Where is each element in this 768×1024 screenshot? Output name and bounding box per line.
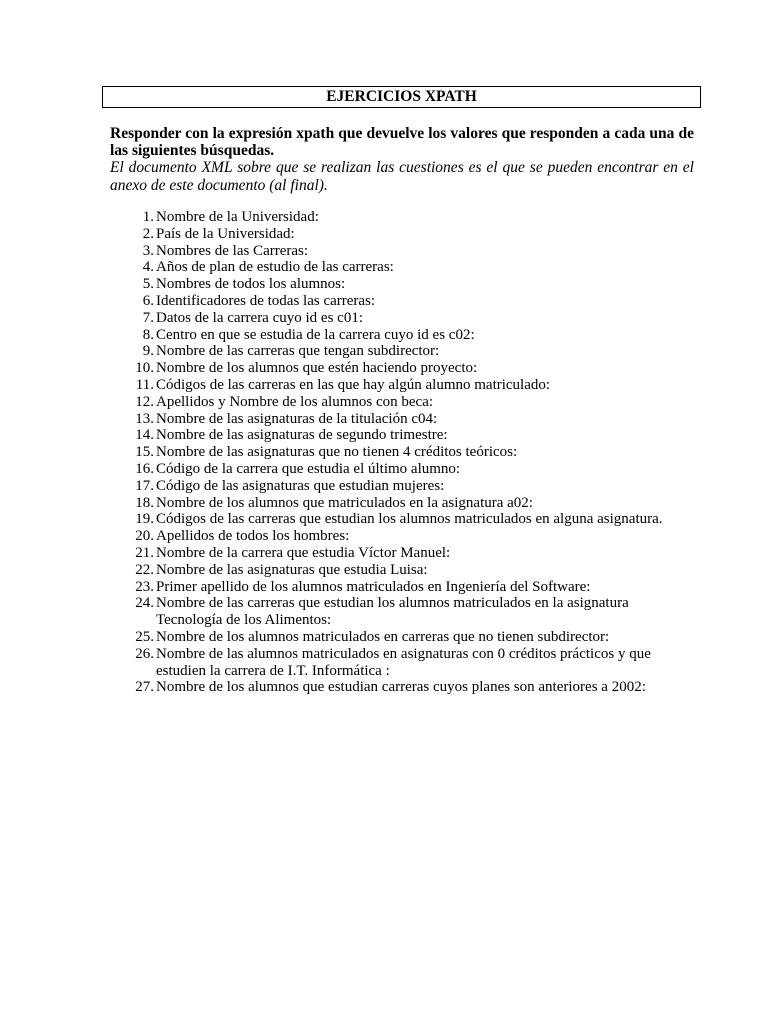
question-item xyxy=(110,276,694,293)
question-item xyxy=(110,528,694,545)
question-number: 4. xyxy=(142,259,154,276)
intro-note: El documento XML sobre que se realizan las cuestiones es el que se pueden encontrar en el anexo de este documento (al final). xyxy=(110,159,694,194)
question-text: Nombre de las carreras que estudian los alumnos matriculados en la asignatura Tecnología de los Alimentos: xyxy=(156,595,629,629)
question-number: 6. xyxy=(142,292,154,309)
question-text: Identificadores de todas las carreras: xyxy=(156,292,376,309)
question-item xyxy=(110,427,694,444)
question-number: 25. xyxy=(135,628,154,645)
question-text: Nombres de todos los alumnos: xyxy=(156,276,346,293)
question-text: Datos de la carrera cuyo id es c01: xyxy=(156,309,363,326)
question-item xyxy=(110,243,694,260)
question-number: 26. xyxy=(135,645,154,662)
question-number: 16. xyxy=(135,460,154,477)
question-text: Nombre de los alumnos que estén haciendo proyecto: xyxy=(156,360,478,377)
question-list xyxy=(110,209,694,696)
question-text: Nombre de los alumnos que estudian carreras cuyos planes son anteriores a 2002: xyxy=(156,679,646,696)
question-item xyxy=(110,444,694,461)
question-number: 2. xyxy=(142,225,154,242)
question-number: 8. xyxy=(142,326,154,343)
question-item xyxy=(110,377,694,394)
question-number: 1. xyxy=(142,209,154,225)
question-item xyxy=(110,360,694,377)
question-text: Nombre de las carreras que tengan subdirector: xyxy=(156,343,440,360)
question-text: Apellidos y Nombre de los alumnos con beca: xyxy=(156,393,434,410)
intro-instruction: Responder con la expresión xpath que devuelve los valores que responden a cada una de las siguientes búsquedas. xyxy=(110,125,694,160)
question-item xyxy=(110,646,694,680)
question-number: 21. xyxy=(135,544,154,561)
question-number: 12. xyxy=(135,393,154,410)
question-text: Nombre de la Universidad: xyxy=(156,209,319,225)
question-number: 15. xyxy=(135,444,154,461)
question-item xyxy=(110,394,694,411)
question-number: 27. xyxy=(135,679,154,696)
question-item xyxy=(110,293,694,310)
question-item xyxy=(110,495,694,512)
question-item xyxy=(110,209,694,226)
document-title: EJERCICIOS XPATH xyxy=(102,86,701,108)
question-item xyxy=(110,511,694,528)
intro-paragraph xyxy=(110,125,694,194)
question-number: 24. xyxy=(135,595,154,612)
question-text: Apellidos de todos los hombres: xyxy=(156,528,350,545)
question-item xyxy=(110,343,694,360)
question-item xyxy=(110,579,694,596)
question-item xyxy=(110,259,694,276)
question-item xyxy=(110,545,694,562)
question-item xyxy=(110,595,694,629)
question-text: Nombres de las Carreras: xyxy=(156,242,309,259)
question-text: Códigos de las carreras en las que hay algún alumno matriculado: xyxy=(156,376,551,393)
question-item xyxy=(110,461,694,478)
question-text: Nombre de los alumnos que matriculados en la asignatura a02: xyxy=(156,494,533,511)
question-text: Código de la carrera que estudia el último alumno: xyxy=(156,460,461,477)
question-text: Nombre de las asignaturas que estudia Luisa: xyxy=(156,561,428,578)
question-number: 11. xyxy=(135,376,154,393)
question-text: Nombre de las asignaturas de segundo trimestre: xyxy=(156,427,448,444)
question-item xyxy=(110,478,694,495)
question-number: 7. xyxy=(142,309,154,326)
question-number: 9. xyxy=(142,343,154,360)
question-number: 10. xyxy=(135,360,154,377)
question-number: 19. xyxy=(135,511,154,528)
question-item xyxy=(110,327,694,344)
question-item xyxy=(110,226,694,243)
question-text: Primer apellido de los alumnos matriculados en Ingeniería del Software: xyxy=(156,578,591,595)
question-text: Centro en que se estudia de la carrera cuyo id es c02: xyxy=(156,326,475,343)
question-text: País de la Universidad: xyxy=(156,225,295,242)
question-item xyxy=(110,679,694,696)
question-text: Nombre de las asignaturas de la titulación c04: xyxy=(156,410,438,427)
question-item xyxy=(110,562,694,579)
question-text: Códigos de las carreras que estudian los alumnos matriculados en alguna asignatura. xyxy=(156,511,663,528)
question-text: Años de plan de estudio de las carreras: xyxy=(156,259,394,276)
question-number: 3. xyxy=(142,242,154,259)
question-text: Código de las asignaturas que estudian mujeres: xyxy=(156,477,445,494)
question-text: Nombre de las alumnos matriculados en asignaturas con 0 créditos prácticos y que estudien la carrera de I.T. Informática : xyxy=(156,645,651,679)
question-item xyxy=(110,310,694,327)
question-number: 22. xyxy=(135,561,154,578)
question-text: Nombre de las asignaturas que no tienen 4 créditos teóricos: xyxy=(156,444,518,461)
question-number: 23. xyxy=(135,578,154,595)
question-item xyxy=(110,629,694,646)
question-text: Nombre de los alumnos matriculados en carreras que no tienen subdirector: xyxy=(156,628,610,645)
question-number: 17. xyxy=(135,477,154,494)
question-number: 20. xyxy=(135,528,154,545)
question-text: Nombre de la carrera que estudia Víctor Manuel: xyxy=(156,544,451,561)
question-number: 18. xyxy=(135,494,154,511)
question-item xyxy=(110,411,694,428)
question-number: 13. xyxy=(135,410,154,427)
question-number: 5. xyxy=(142,276,154,293)
question-number: 14. xyxy=(135,427,154,444)
